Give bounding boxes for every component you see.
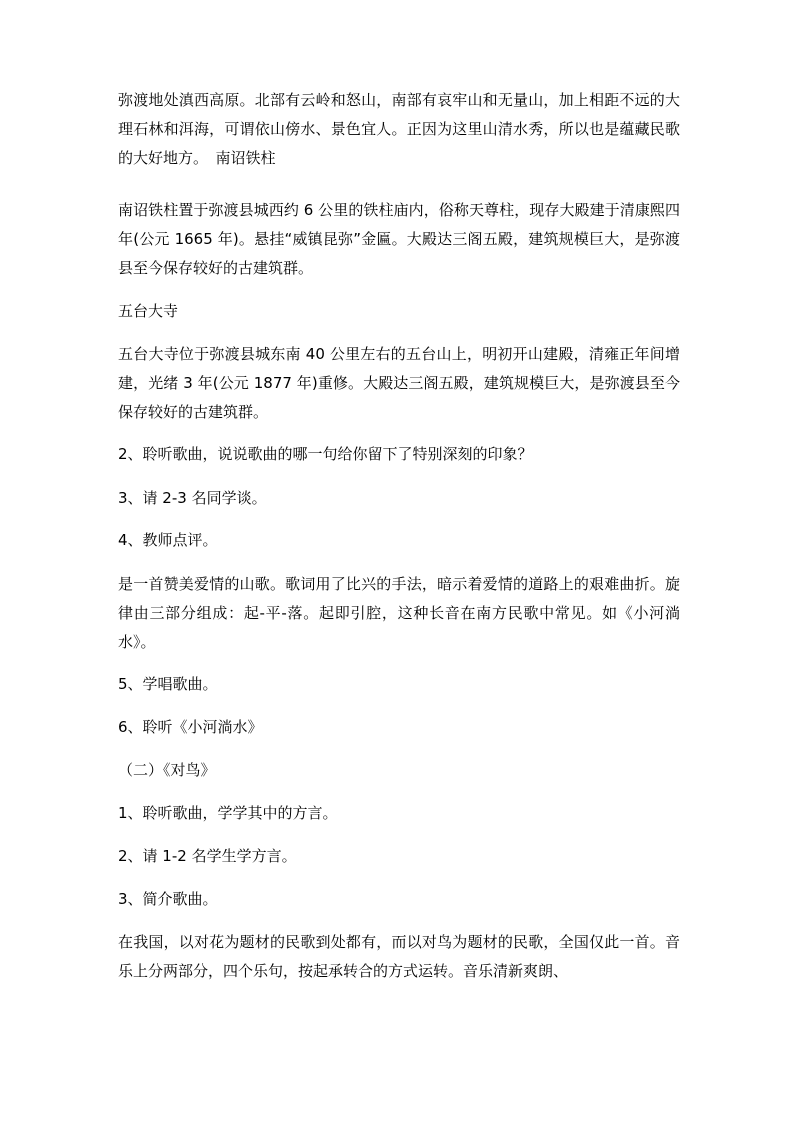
list-item-duiniao-3	[118, 885, 680, 914]
list-item-text: 2、聆听歌曲，说说歌曲的哪一句给你留下了特别深刻的印象？	[118, 445, 533, 463]
list-item-text: 3、简介歌曲。	[118, 890, 218, 908]
paragraph-text: 在我国，以对花为题材的民歌到处都有，而以对鸟为题材的民歌，全国仅此一首。音乐上分两部分，四个乐句，按起承转合的方式运转。音乐清新爽朗、	[118, 933, 680, 980]
list-item-duiniao-2	[118, 842, 680, 871]
heading-wutai-temple	[118, 297, 680, 326]
paragraph-text: 南诏铁柱置于弥渡县城西约 6 公里的铁柱庙内，俗称天尊柱，现存大殿建于清康熙四年(公元 1665 年)。悬挂“威镇昆弥”金匾。大殿达三阁五殿，建筑规模巨大，是弥渡县至今保存较好的古建筑群。	[118, 201, 680, 277]
heading-text: 五台大寺	[118, 302, 179, 320]
paragraph-nanzhao-iron-pillar	[118, 196, 680, 283]
list-item-text: 1、聆听歌曲，学学其中的方言。	[118, 804, 338, 822]
list-item-step-2	[118, 440, 680, 469]
list-item-text: 4、教师点评。	[118, 531, 218, 549]
list-item-text: 3、请 2-3 名同学谈。	[118, 489, 267, 507]
paragraph-midu-intro	[118, 86, 680, 173]
paragraph-duiniao-intro	[118, 928, 680, 986]
paragraph-text: 五台大寺位于弥渡县城东南 40 公里左右的五台山上，明初开山建殿，清雍正年间增建，光绪 3 年(公元 1877 年)重修。大殿达三阁五殿，建筑规模巨大，是弥渡县至今保存较好的古建筑群。	[118, 345, 680, 421]
section-heading-duiniao	[118, 756, 680, 785]
list-item-text: 5、学唱歌曲。	[118, 675, 218, 693]
list-item-duiniao-1	[118, 799, 680, 828]
list-item-step-4	[118, 526, 680, 555]
list-item-text: 2、请 1-2 名学生学方言。	[118, 847, 297, 865]
list-item-step-6	[118, 713, 680, 742]
paragraph-song-analysis	[118, 570, 680, 657]
paragraph-text: 是一首赞美爱情的山歌。歌词用了比兴的手法，暗示着爱情的道路上的艰难曲折。旋律由三部分组成：起-平-落。起即引腔，这种长音在南方民歌中常见。如《小河淌水》。	[118, 575, 680, 651]
list-item-step-5	[118, 670, 680, 699]
heading-text: （二）《对鸟》	[118, 761, 216, 779]
list-item-step-3	[118, 484, 680, 513]
paragraph-text: 弥渡地处滇西高原。北部有云岭和怒山，南部有哀牢山和无量山，加上相距不远的大理石林和洱海，可谓依山傍水、景色宜人。正因为这里山清水秀，所以也是蕴藏民歌的大好地方。 南诏铁柱	[118, 91, 680, 167]
list-item-text: 6、聆听《小河淌水》	[118, 718, 263, 736]
paragraph-wutai-temple	[118, 340, 680, 427]
